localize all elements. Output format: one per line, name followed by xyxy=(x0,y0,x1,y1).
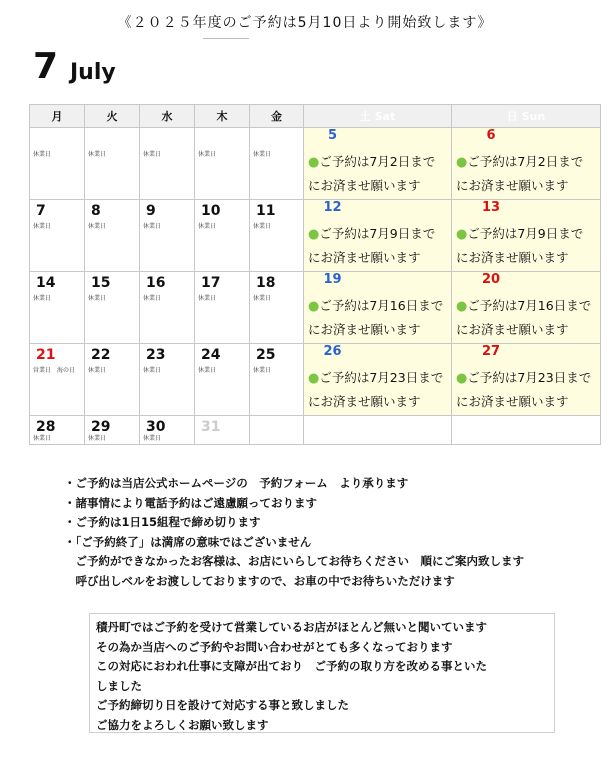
day-cell xyxy=(85,200,140,272)
day-number: 31 xyxy=(201,419,221,435)
day-cell xyxy=(85,128,140,200)
reservation-deadline xyxy=(308,150,435,197)
day-cell xyxy=(85,416,140,445)
closed-label: 休業日 xyxy=(88,435,107,442)
day-cell xyxy=(85,272,140,344)
closed-label: 休業日 xyxy=(143,151,162,158)
bullet-dot-icon: ● xyxy=(308,371,320,386)
day-cell xyxy=(30,200,85,272)
deadline-line: にお済ませ願います xyxy=(308,394,421,409)
header-wed: 水 xyxy=(140,105,195,128)
day-number: 12 xyxy=(323,200,342,215)
day-cell xyxy=(140,272,195,344)
day-number: 14 xyxy=(36,275,56,291)
closed-label: 休業日 xyxy=(33,435,52,442)
header-sat: 土 Sat xyxy=(304,105,452,128)
day-number: 6 xyxy=(486,128,496,143)
closed-label: 休業日 xyxy=(198,295,217,302)
reservation-deadline xyxy=(308,294,443,341)
day-cell xyxy=(85,344,140,416)
reservation-deadline xyxy=(308,222,435,269)
message-line: ご協力をよろしくお願い致します xyxy=(96,717,269,732)
deadline-line: にお済ませ願います xyxy=(308,178,421,193)
rule-line: ご予約ができなかったお客様は、お店にいらしてお待ちください 順にご案内致します xyxy=(64,554,524,568)
day-number: 20 xyxy=(481,272,501,287)
header-fri: 金 xyxy=(250,105,304,128)
deadline-line: ●ご予約は7月23日まで xyxy=(456,370,592,386)
closed-label: 休業日 xyxy=(198,151,217,158)
calendar-week xyxy=(30,128,601,200)
closed-label: 休業日 xyxy=(33,295,52,302)
day-number: 15 xyxy=(91,275,111,291)
deadline-line: ●ご予約は7月16日まで xyxy=(456,298,592,314)
sunday-cell xyxy=(452,344,601,416)
day-number: 11 xyxy=(256,203,276,219)
reservation-deadline xyxy=(456,294,591,341)
rule-line: ・諸事情により電話予約はご遠慮願っております xyxy=(64,495,317,510)
day-cell xyxy=(140,416,195,445)
reservation-deadline xyxy=(456,222,583,269)
deadline-line: にお済ませ願います xyxy=(456,250,569,265)
bullet-dot-icon: ● xyxy=(456,227,468,242)
rule-line: ・ご予約は1日15組程で締め切ります xyxy=(64,515,261,529)
day-cell xyxy=(30,272,85,344)
day-number: 30 xyxy=(146,419,166,435)
deadline-line: ●ご予約は7月9日まで xyxy=(308,226,436,242)
deadline-line: にお済ませ願います xyxy=(308,322,421,337)
day-cell xyxy=(195,344,250,416)
day-cell xyxy=(140,128,195,200)
sunday-cell xyxy=(452,200,601,272)
message-line: しました xyxy=(96,678,142,693)
header-mon: 月 xyxy=(30,105,85,128)
calendar-week xyxy=(30,272,601,344)
bullet-dot-icon: ● xyxy=(308,227,320,242)
holiday-label: 営業日 海の日 xyxy=(33,367,76,374)
closed-label: 休業日 xyxy=(88,295,107,302)
sunday-cell xyxy=(452,128,601,200)
day-number: 9 xyxy=(146,203,156,219)
bullet-dot-icon: ● xyxy=(308,155,320,170)
day-number: 7 xyxy=(36,203,46,219)
day-number: 27 xyxy=(481,344,501,359)
calendar-week xyxy=(30,416,601,445)
closed-label: 休業日 xyxy=(198,223,217,230)
day-number: 23 xyxy=(146,347,166,363)
bullet-dot-icon: ● xyxy=(308,299,320,314)
closed-label: 休業日 xyxy=(253,151,272,158)
closed-label: 休業日 xyxy=(88,223,107,230)
empty-cell xyxy=(452,416,601,445)
deadline-line: ●ご予約は7月2日まで xyxy=(456,154,584,170)
day-number: 25 xyxy=(256,347,276,363)
deadline-line: にお済ませ願います xyxy=(456,322,569,337)
rule-line: 呼び出しベルをお渡ししておりますので、お車の中でお待ちいただけます xyxy=(64,573,455,588)
day-number: 28 xyxy=(36,419,56,435)
deadline-line: ●ご予約は7月16日まで xyxy=(308,298,444,314)
reservation-deadline xyxy=(456,150,583,197)
deadline-line: ●ご予約は7月23日まで xyxy=(308,370,444,386)
day-number: 21 xyxy=(36,347,56,363)
message-line: この対応におわれ仕事に支障が出ており ご予約の取り方を改める事といた xyxy=(96,659,487,673)
message-box xyxy=(89,613,555,733)
calendar-table xyxy=(29,104,601,445)
closed-label: 休業日 xyxy=(253,295,272,302)
closed-label: 休業日 xyxy=(253,223,272,230)
day-number: 19 xyxy=(323,272,342,287)
header-tue: 火 xyxy=(85,105,140,128)
deadline-line: にお済ませ願います xyxy=(456,394,569,409)
month-name: July xyxy=(70,60,116,85)
day-cell xyxy=(195,416,250,445)
sunday-cell xyxy=(452,272,601,344)
day-number: 16 xyxy=(146,275,166,291)
deadline-line: にお済ませ願います xyxy=(456,178,569,193)
day-cell xyxy=(195,272,250,344)
calendar-week xyxy=(30,200,601,272)
day-cell xyxy=(195,200,250,272)
month-number: 7 xyxy=(33,46,59,87)
deadline-line: ●ご予約は7月9日まで xyxy=(456,226,584,242)
reservation-deadline xyxy=(456,366,591,413)
reservation-deadline xyxy=(308,366,443,413)
deadline-line: ●ご予約は7月2日まで xyxy=(308,154,436,170)
reservation-rules xyxy=(64,474,524,591)
closed-label: 休業日 xyxy=(198,367,217,374)
closed-label: 休業日 xyxy=(143,295,162,302)
rule-line: ・「ご予約終了」は満席の意味ではございません xyxy=(64,534,312,549)
closed-label: 休業日 xyxy=(143,367,162,374)
day-number: 8 xyxy=(91,203,101,219)
reservation-notice: 《２０２５年度のご予約は5月10日より開始致します》 xyxy=(117,15,493,31)
day-number: 26 xyxy=(323,344,342,359)
calendar-header-row xyxy=(30,105,601,128)
message-line: その為か当店へのご予約やお問い合わせがとても多くなっております xyxy=(96,639,453,654)
day-cell xyxy=(195,128,250,200)
notice-divider xyxy=(203,38,249,39)
day-number: 5 xyxy=(327,128,338,143)
closed-label: 休業日 xyxy=(143,223,162,230)
day-number: 18 xyxy=(256,275,276,291)
day-number: 24 xyxy=(201,347,221,363)
day-number: 29 xyxy=(91,419,111,435)
deadline-line: にお済ませ願います xyxy=(308,250,421,265)
bullet-dot-icon: ● xyxy=(456,155,468,170)
day-cell xyxy=(30,416,85,445)
closed-label: 休業日 xyxy=(88,367,107,374)
header-thu: 木 xyxy=(195,105,250,128)
day-cell xyxy=(140,200,195,272)
rule-line: ・ご予約は当店公式ホームページの 予約フォーム より承ります xyxy=(64,476,409,490)
day-number: 17 xyxy=(201,275,221,291)
closed-label: 休業日 xyxy=(253,367,272,374)
empty-cell xyxy=(304,416,452,445)
day-number: 22 xyxy=(91,347,111,363)
bullet-dot-icon: ● xyxy=(456,299,468,314)
message-line: 積丹町ではご予約を受けて営業しているお店がほとんど無いと聞いています xyxy=(96,620,487,634)
closed-label: 休業日 xyxy=(88,151,107,158)
day-number: 13 xyxy=(481,200,501,215)
closed-label: 休業日 xyxy=(143,435,162,442)
day-number: 10 xyxy=(201,203,221,219)
day-cell xyxy=(30,128,85,200)
day-cell xyxy=(30,344,85,416)
day-cell xyxy=(250,416,304,445)
closed-label: 休業日 xyxy=(33,223,52,230)
calendar-week xyxy=(30,344,601,416)
day-cell xyxy=(140,344,195,416)
message-line: ご予約締切り日を設けて対応する事と致しました xyxy=(96,698,349,712)
header-sun: 日 Sun xyxy=(452,105,601,128)
bullet-dot-icon: ● xyxy=(456,371,468,386)
closed-label: 休業日 xyxy=(33,151,52,158)
